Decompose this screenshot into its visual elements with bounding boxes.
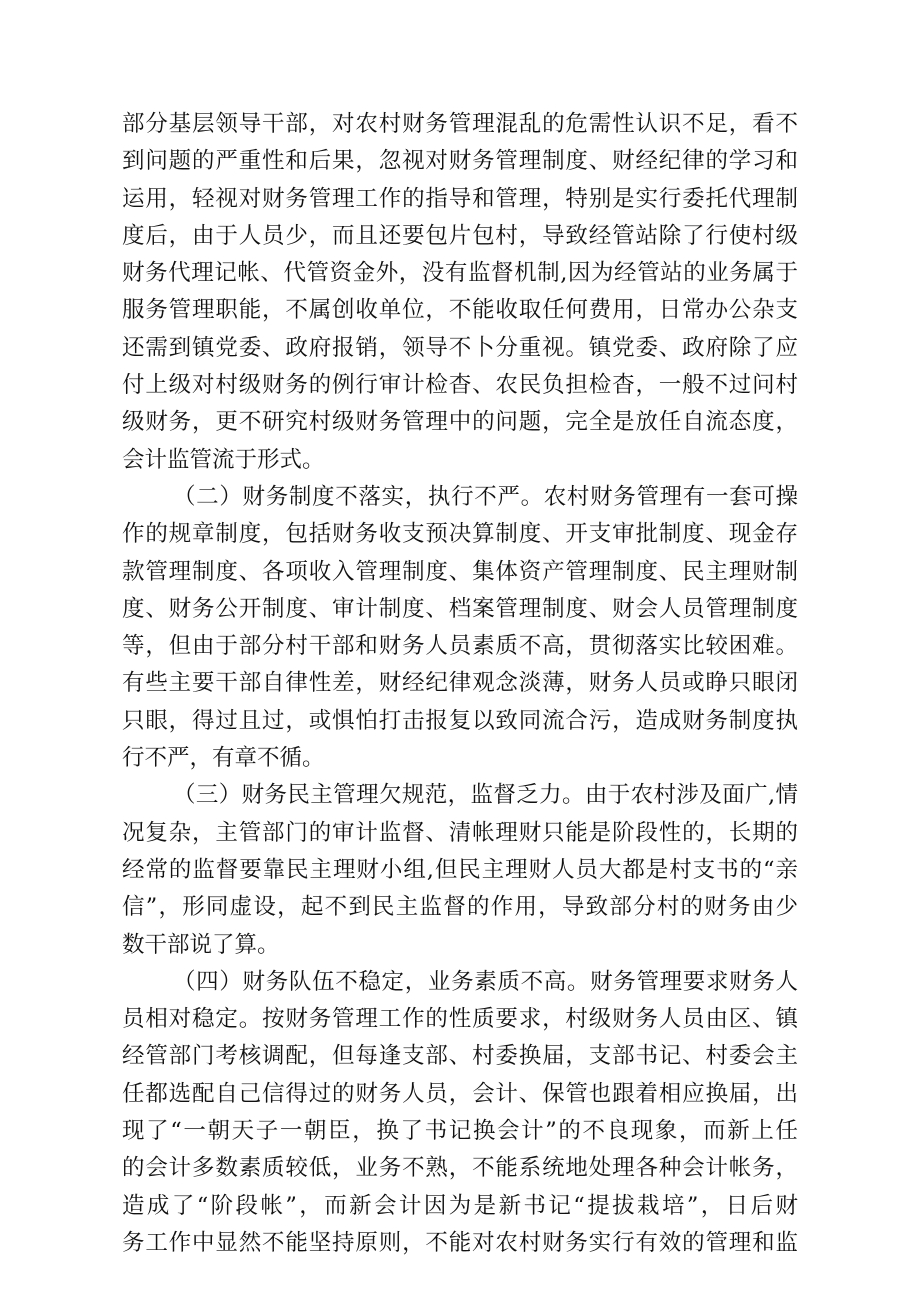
text-line: 运用，轻视对财务管理工作的指导和管理，特别是实行委托代理制 <box>122 185 798 212</box>
text-line: 还需到镇党委、政府报销，领导不卜分重视。镇党委、政府除了应 <box>122 334 798 361</box>
text-line: 财务代理记帐、代管资金外，没有监督机制,因为经管站的业务属于 <box>122 260 798 287</box>
text-line: 款管理制度、各项收入管理制度、集体资产管理制度、民主理财制 <box>122 558 798 585</box>
paragraph-first-line: （四）财务队伍不稳定，业务素质不高。财务管理要求财务人 <box>173 968 798 995</box>
text-line: 服务管理职能，不属创收单位，不能收取任何费用，日常办公杂支 <box>122 297 798 324</box>
text-line: 数干部说了算。 <box>122 931 280 958</box>
text-line: 经管部门考核调配，但每逢支部、村委换届，支部书记、村委会主 <box>122 1043 798 1070</box>
text-line: 经常的监督要靠民主理财小组,但民主理财人员大都是村支书的“亲 <box>122 856 798 883</box>
text-line: 况复杂，主管部门的审计监督、清帐理财只能是阶段性的，长期的 <box>122 819 798 846</box>
paragraph-first-line: （二）财务制度不落实，执行不严。农村财务管理有一套可操 <box>173 483 798 510</box>
text-line: 付上级对村级财务的例行审计检杳、农民负担检杳，一般不过问村 <box>122 372 798 399</box>
text-line: 信”，形同虚设，起不到民主监督的作用，导致部分村的财务由少 <box>122 894 798 921</box>
text-line: 会计监管流于形式。 <box>122 446 325 473</box>
paragraph-first-line: （三）财务民主管理欠规范，监督乏力。由于农村涉及面广,情 <box>173 782 798 809</box>
document-body-text <box>122 106 798 1262</box>
text-line: 度后，由于人员少，而且还要包片包村，导致经管站除了行使村级 <box>122 222 798 249</box>
text-line: 作的规章制度，包括财务收支预决算制度、开支审批制度、现金存 <box>122 521 798 548</box>
text-line: 部分基层领导干部，对农村财务管理混乱的危需性认识不足，看不 <box>122 111 798 137</box>
text-line: 造成了“阶段帐”，而新会计因为是新书记“提拔栽培”，日后财 <box>122 1192 798 1219</box>
text-line: 的会计多数素质较低，业务不熟，不能系统地处理各种会计帐务， <box>122 1155 798 1182</box>
text-line: 只眼，得过且过，或惧怕打击报复以致同流合污，造成财务制度执 <box>122 707 798 734</box>
text-line: 员相对稳定。按财务管理工作的性质要求，村级财务人员由区、镇 <box>122 1006 798 1033</box>
text-line: 等，但由于部分村干部和财务人员素质不高，贯彻落实比较困难。 <box>122 633 798 660</box>
text-line: 现了“一朝天子一朝臣，换了书记换会计”的不良现象，而新上任 <box>122 1118 798 1145</box>
text-line: 级财务，更不研究村级财务管理中的问题，完全是放任自流态度， <box>122 409 798 436</box>
text-line: 有些主要干部自律性差，财经纪律观念淡薄，财务人员或睁只眼闭 <box>122 670 798 697</box>
text-line: 务工作中显然不能坚持原则，不能对农村财务实行有效的管理和监 <box>122 1229 798 1256</box>
text-line: 行不严，有章不循。 <box>122 745 325 772</box>
text-line: 到问题的严重性和后果，忽视对财务管理制度、财经纪律的学习和 <box>122 148 798 175</box>
text-line: 任都选配自己信得过的财务人员，会计、保管也跟着相应换届，出 <box>122 1080 798 1107</box>
text-line: 度、财务公开制度、审计制度、档案管理制度、财会人员管理制度 <box>122 595 798 622</box>
